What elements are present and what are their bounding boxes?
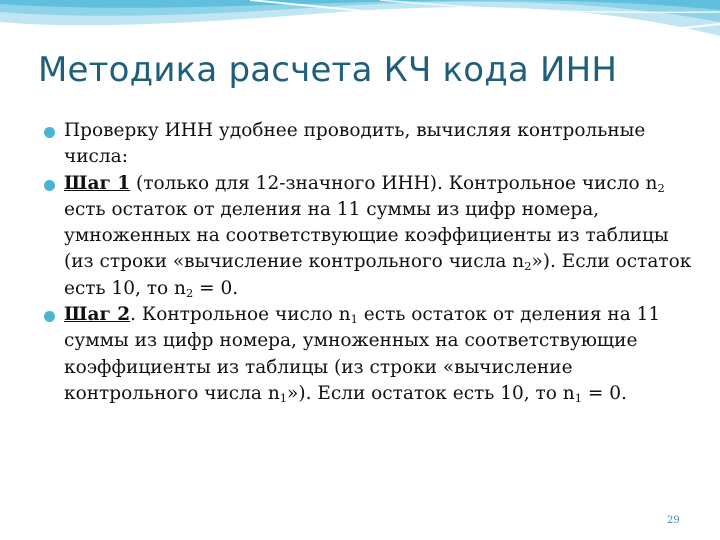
item-text: . Контрольное число n [130,304,351,326]
bullet-icon [44,127,55,138]
bullet-icon [44,180,55,191]
item-text: есть остаток от деления на 11 суммы из цифр номера, умноженных на соответствующие коэффициенты из таблицы (из строки «вычисление контрольного числа n [64,198,669,273]
item-text: »). Если остаток есть 10, то n [287,382,575,404]
page-number: 29 [667,515,680,526]
slide-title: Методика расчета КЧ кода ИНН [38,50,618,90]
item-text: = 0. [193,277,239,299]
item-text: (только для 12-значного ИНН). Контрольное число n [130,172,658,194]
bullet-icon [44,311,55,322]
item-text: »). Если остаток есть 10, то n [64,251,692,299]
item-text: Проверку ИНН удобнее проводить, вычисляя контрольные числа: [64,120,646,168]
item-text: есть остаток от деления на 11 суммы из цифр номера, умноженных на соответствующие коэффициенты из таблицы (из строки «вычисление контрольного числа n [64,304,661,404]
subscript: 1 [279,390,288,405]
subscript: 2 [657,180,665,195]
step-label: Шаг 2 [64,304,131,326]
list-item [44,171,692,302]
list-item [44,118,692,171]
subscript: 2 [185,285,194,300]
subscript: 2 [524,259,532,274]
step-label: Шаг 1 [64,172,131,194]
list-item [44,302,692,407]
subscript: 1 [574,390,583,405]
bullet-list [44,118,692,407]
subscript: 1 [350,311,358,326]
item-text: = 0. [582,382,627,404]
